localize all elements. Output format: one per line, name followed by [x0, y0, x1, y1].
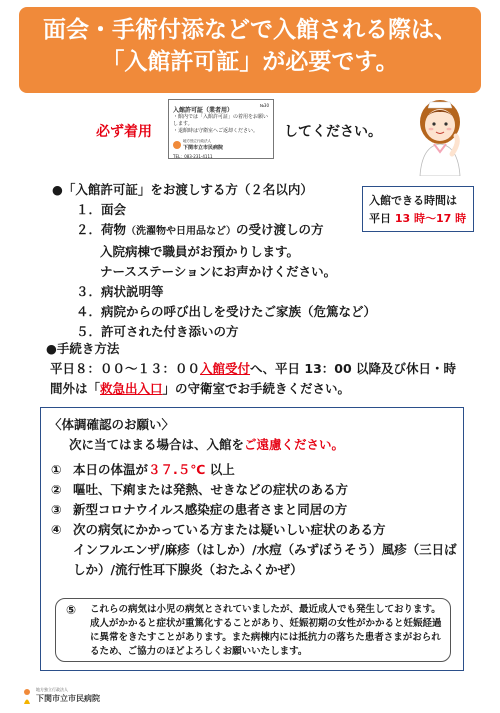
must-wear-label: 必ず着用	[96, 124, 152, 140]
list-item: ２．荷物（洗濯物や日用品など）の受け渡しの方	[76, 222, 324, 237]
header-banner	[19, 7, 481, 93]
time-box-hours: 平日 13 時～17 時	[369, 212, 467, 225]
card-line-1: ・館内では「入館許可証」の着用をお願いします。	[173, 114, 269, 127]
list-item: ④ 次の病気にかかっている方または疑いしい症状のある方	[51, 522, 386, 537]
health-list	[51, 460, 461, 580]
procedure-text: 平日８：００～１３：００入館受付へ、平日 13：00 以降及び休日・時間外は「救急出入口」の守衛室でお手続きください。	[50, 361, 457, 396]
procedure-heading: ●手続き方法	[46, 341, 120, 356]
list-item: ② 嘔吐、下痢または発熱、せきなどの症状のある方	[51, 482, 349, 497]
footer-hospital-logo	[22, 687, 100, 704]
procedure-section	[46, 339, 460, 399]
note-text: これらの病気は小児の病気とされていましたが、最近成人でも発生しております。成人がかかると症状が重篤化することがあり、妊娠初期の女性がかかると妊娠経過に異常をきたすことがあります。また病棟内には抵抗力の落ちた患者さまがおられるため、ご協力のほどよろしくお願いいたします。	[90, 604, 442, 657]
health-check-box	[40, 407, 464, 671]
list-sub-line: 入院病棟で職員がお預かりします。	[100, 244, 300, 259]
note-box	[55, 598, 451, 662]
list-item: ４．病院からの呼び出しを受けたご家族（危篤など）	[76, 304, 377, 319]
time-box-label: 入館できる時間は	[369, 194, 457, 207]
issue-heading: ●「入館許可証」をお渡しする方（２名以内）	[52, 182, 313, 197]
list-item: ３．病状説明等	[76, 284, 164, 299]
card-hospital-name: 下関市立市民病院	[183, 145, 224, 151]
list-item-detail: インフルエンザ/麻疹（はしか）/水痘（みずぼうそう）風疹（三日ばしか）/流行性耳下腺炎（おたふくかぜ）	[73, 542, 457, 577]
card-number: №30	[259, 103, 269, 108]
card-title: 入館許可証（業者用）	[173, 107, 234, 114]
card-hospital-logo	[173, 138, 269, 152]
list-item: ③ 新型コロナウイルス感染症の患者さまと同居の方	[51, 502, 348, 517]
footer-sub: 地方独立行政法人	[36, 687, 68, 692]
list-item: １．面会	[76, 202, 127, 217]
banner-line-1: 面会・手術付添などで入館される際は、	[43, 17, 457, 43]
hospital-logo-icon	[22, 688, 32, 704]
banner-line-2: 「入館許可証」が必要です。	[101, 49, 399, 75]
list-sub-line: ナースステーションにお声かけください。	[100, 264, 337, 279]
hospital-logo-icon	[173, 141, 181, 149]
card-tel: TEL：083-231-4111	[173, 154, 213, 159]
note-number: ⑤	[66, 603, 77, 617]
issue-list	[52, 180, 376, 342]
card-hospital-sub: 地方独立行政法人	[183, 139, 211, 143]
footer-name: 下関市立市民病院	[36, 694, 100, 703]
permit-card-image	[168, 99, 274, 159]
entry-time-box	[362, 186, 474, 232]
permit-section	[0, 97, 500, 177]
reception-label: 入館受付	[200, 361, 251, 376]
please-text: してください。	[284, 124, 382, 140]
list-item: ① 本日の体温が３７.５℃ 以上	[51, 462, 235, 477]
card-line-2: ・退館時は守衛室へご返却ください。	[173, 128, 259, 134]
health-intro: 次に当てはまる場合は、入館をご遠慮ください。	[69, 437, 345, 452]
health-title: 〈体調確認のお願い〉	[49, 417, 175, 432]
emergency-entrance-label: 救急出入口	[100, 381, 163, 396]
nurse-illustration-icon	[408, 94, 472, 176]
list-item: ５．許可された付き添いの方	[76, 324, 239, 339]
